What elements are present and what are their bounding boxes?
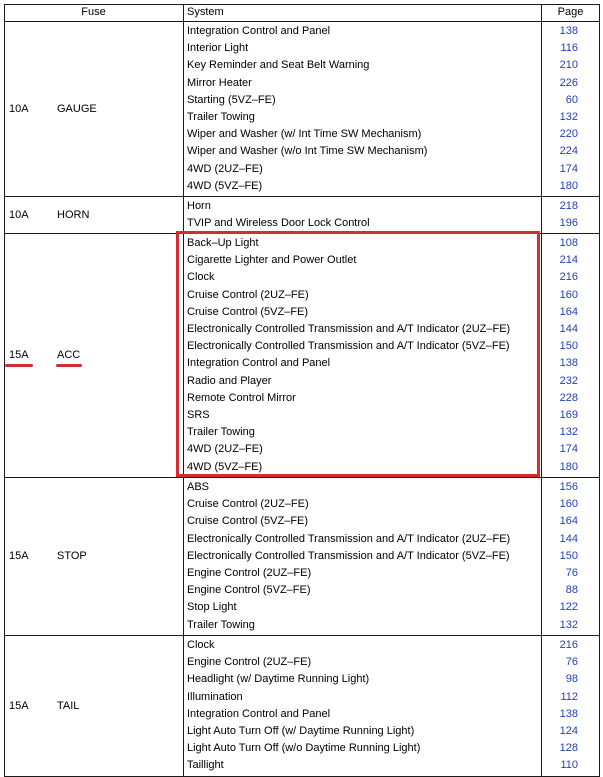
system-cell: Clock xyxy=(187,271,215,284)
page-link[interactable]: 112 xyxy=(560,690,578,703)
header-fuse: Fuse xyxy=(81,6,106,18)
page-link[interactable]: 108 xyxy=(559,237,578,249)
system-cell: Remote Control Mirror xyxy=(187,391,296,404)
page-link[interactable]: 132 xyxy=(559,618,578,631)
system-cell: TVIP and Wireless Door Lock Control xyxy=(187,217,370,230)
page-link[interactable]: 144 xyxy=(559,323,578,335)
system-cell: SRS xyxy=(187,409,210,421)
system-cell: Cruise Control (2UZ–FE) xyxy=(187,288,309,301)
page-link[interactable]: 224 xyxy=(559,145,578,158)
page-link[interactable]: 196 xyxy=(559,217,578,230)
page-link[interactable]: 60 xyxy=(565,93,578,106)
system-cell: Cigarette Lighter and Power Outlet xyxy=(187,254,357,267)
system-cell: Trailer Towing xyxy=(187,111,255,123)
page-link[interactable]: 174 xyxy=(559,443,578,456)
fuse-amperage: 10A xyxy=(9,208,29,221)
system-cell: Back–Up Light xyxy=(187,237,259,249)
page-link[interactable]: 128 xyxy=(559,742,578,755)
system-cell: Wiper and Washer (w/ Int Time SW Mechanism) xyxy=(187,128,422,141)
system-cell: Engine Control (2UZ–FE) xyxy=(187,567,312,579)
system-cell: Taillight xyxy=(187,759,224,772)
page-link[interactable]: 216 xyxy=(559,271,578,284)
system-cell: 4WD (2UZ–FE) xyxy=(187,162,263,175)
page-link[interactable]: 116 xyxy=(560,42,578,55)
page-link[interactable]: 110 xyxy=(560,759,578,772)
row-divider xyxy=(4,21,600,22)
system-cell: Stop Light xyxy=(187,601,237,614)
column-divider xyxy=(4,4,5,777)
system-cell: Interior Light xyxy=(187,42,249,55)
page-link[interactable]: 138 xyxy=(559,25,578,37)
system-cell: Electronically Controlled Transmission and A/T Indicator (5VZ–FE) xyxy=(187,549,510,562)
header-page: Page xyxy=(557,6,584,18)
fuse-amperage: 15A xyxy=(9,550,29,562)
page-link[interactable]: 124 xyxy=(559,725,578,737)
system-cell: Integration Control and Panel xyxy=(187,707,331,720)
page-link[interactable]: 144 xyxy=(559,532,578,545)
system-cell: Light Auto Turn Off (w/o Daytime Running Light) xyxy=(187,742,421,755)
system-cell: 4WD (5VZ–FE) xyxy=(187,460,263,473)
page-link[interactable]: 216 xyxy=(559,639,578,651)
system-cell: Horn xyxy=(187,200,211,212)
underline-mark xyxy=(5,364,33,367)
page-link[interactable]: 232 xyxy=(559,374,578,387)
system-cell: Engine Control (2UZ–FE) xyxy=(187,656,312,669)
page-link[interactable]: 138 xyxy=(559,707,578,720)
page-link[interactable]: 214 xyxy=(559,254,578,267)
system-cell: Integration Control and Panel xyxy=(187,25,331,37)
system-cell: 4WD (2UZ–FE) xyxy=(187,443,263,456)
highlight-box xyxy=(176,231,540,477)
page-link[interactable]: 156 xyxy=(559,481,578,493)
system-cell: ABS xyxy=(187,481,210,493)
system-cell: Starting (5VZ–FE) xyxy=(187,93,276,106)
page-link[interactable]: 88 xyxy=(565,584,578,597)
system-cell: Clock xyxy=(187,639,215,651)
fuse-name: GAUGE xyxy=(57,102,97,115)
fuse-name: STOP xyxy=(57,550,87,562)
page-link[interactable]: 150 xyxy=(559,549,578,562)
page-link[interactable]: 132 xyxy=(559,111,578,123)
page-link[interactable]: 164 xyxy=(559,305,578,318)
column-divider xyxy=(599,4,600,777)
fuse-amperage: 15A xyxy=(9,349,29,361)
system-cell: Radio and Player xyxy=(187,374,272,387)
system-cell: Headlight (w/ Daytime Running Light) xyxy=(187,673,370,686)
row-divider xyxy=(4,196,600,197)
system-cell: Key Reminder and Seat Belt Warning xyxy=(187,59,370,72)
system-cell: 4WD (5VZ–FE) xyxy=(187,179,263,192)
page-link[interactable]: 132 xyxy=(559,426,578,439)
system-cell: Electronically Controlled Transmission and A/T Indicator (2UZ–FE) xyxy=(187,532,511,545)
header-system: System xyxy=(187,6,224,18)
system-cell: Trailer Towing xyxy=(187,426,255,439)
page-link[interactable]: 218 xyxy=(559,200,578,212)
page-link[interactable]: 180 xyxy=(559,460,578,473)
system-cell: Integration Control and Panel xyxy=(187,357,331,370)
fuse-amperage: 10A xyxy=(9,102,29,115)
column-divider xyxy=(541,4,542,777)
underline-mark xyxy=(56,364,82,367)
fuse-name: HORN xyxy=(57,208,90,221)
page-link[interactable]: 220 xyxy=(559,128,578,141)
fuse-amperage: 15A xyxy=(9,699,29,712)
row-divider xyxy=(4,635,600,636)
page-link[interactable]: 76 xyxy=(565,656,578,669)
page-link[interactable]: 98 xyxy=(565,673,578,686)
page-link[interactable]: 169 xyxy=(559,409,578,421)
row-divider xyxy=(4,477,600,478)
page-link[interactable]: 226 xyxy=(559,76,578,89)
page-link[interactable]: 210 xyxy=(559,59,578,72)
page-link[interactable]: 76 xyxy=(565,567,578,579)
fuse-name: ACC xyxy=(57,349,81,361)
page-link[interactable]: 122 xyxy=(559,601,578,614)
system-cell: Cruise Control (5VZ–FE) xyxy=(187,305,309,318)
row-divider xyxy=(4,4,600,5)
system-cell: Cruise Control (2UZ–FE) xyxy=(187,498,309,511)
page-link[interactable]: 160 xyxy=(559,288,578,301)
page-link[interactable]: 150 xyxy=(559,340,578,353)
system-cell: Wiper and Washer (w/o Int Time SW Mechanism) xyxy=(187,145,428,158)
system-cell: Illumination xyxy=(187,690,243,703)
system-cell: Light Auto Turn Off (w/ Daytime Running Light) xyxy=(187,725,415,737)
system-cell: Engine Control (5VZ–FE) xyxy=(187,584,311,597)
page-link[interactable]: 138 xyxy=(559,357,578,370)
system-cell: Mirror Heater xyxy=(187,76,252,89)
page-link[interactable]: 174 xyxy=(559,162,578,175)
page-link[interactable]: 160 xyxy=(559,498,578,511)
system-cell: Cruise Control (5VZ–FE) xyxy=(187,515,309,528)
page-link[interactable]: 164 xyxy=(559,515,578,528)
system-cell: Electronically Controlled Transmission and A/T Indicator (5VZ–FE) xyxy=(187,340,510,353)
page-link[interactable]: 228 xyxy=(559,391,578,404)
page-link[interactable]: 180 xyxy=(559,179,578,192)
system-cell: Trailer Towing xyxy=(187,618,255,631)
system-cell: Electronically Controlled Transmission and A/T Indicator (2UZ–FE) xyxy=(187,323,511,335)
fuse-name: TAIL xyxy=(57,699,80,712)
